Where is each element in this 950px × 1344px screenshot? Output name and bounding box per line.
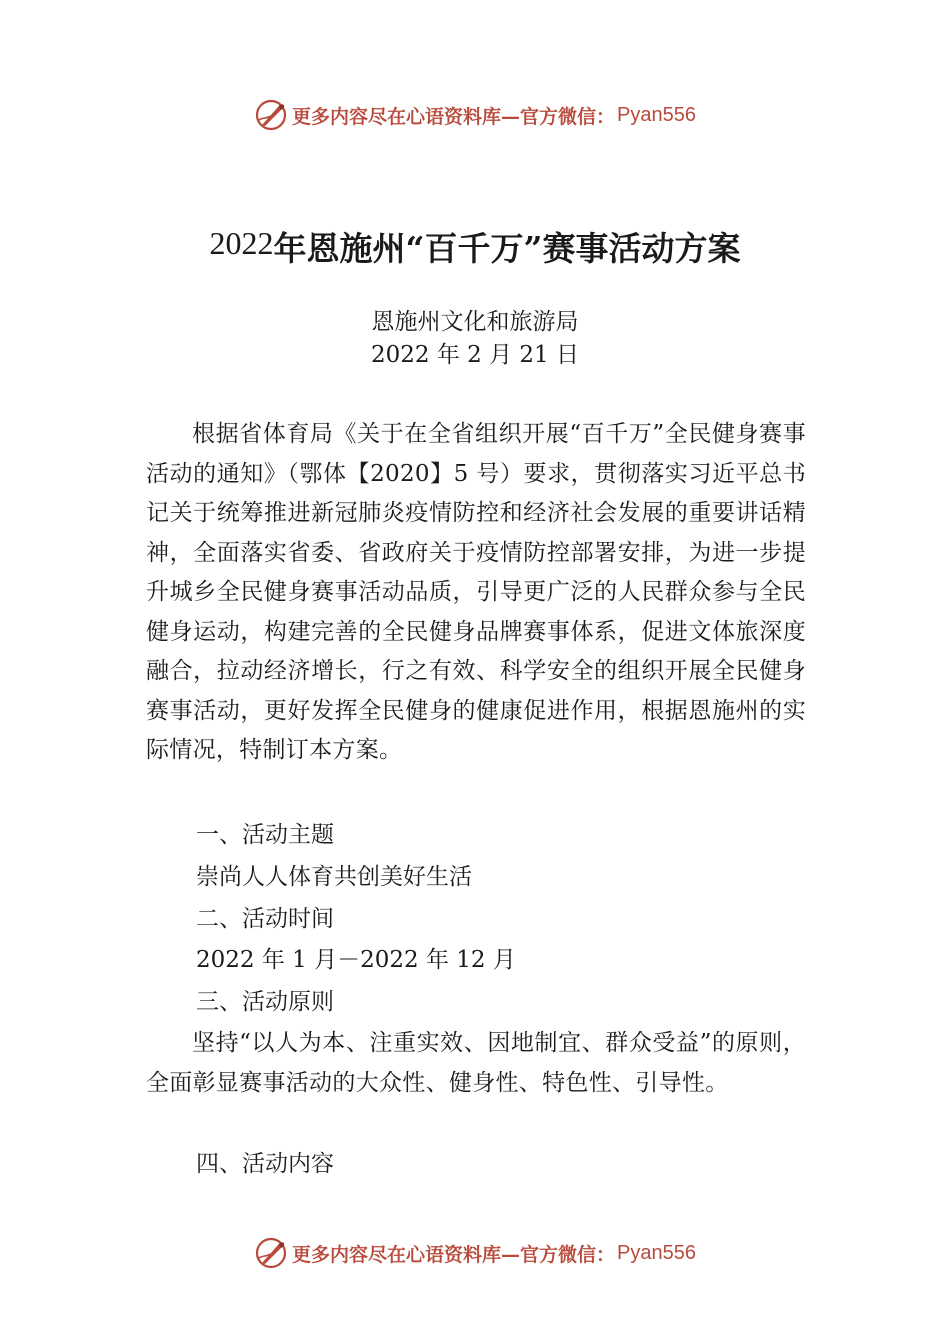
watermark-text: 更多内容尽在心语资料库—官方微信：	[292, 105, 616, 128]
section-text-theme: 崇尚人人体育共创美好生活	[196, 864, 472, 890]
quill-pen-icon	[254, 98, 288, 132]
watermark-wechat-id: Pyan556	[617, 103, 696, 126]
issuer: 恩施州文化和旅游局	[371, 309, 579, 335]
issue-date: 2022 年 2 月 21 日	[371, 342, 579, 368]
watermark-text: 更多内容尽在心语资料库—官方微信：	[292, 1243, 616, 1266]
footer-watermark	[0, 1233, 950, 1273]
quill-pen-icon	[254, 1236, 288, 1270]
header-watermark	[0, 95, 950, 135]
section-text-principle: 坚持“以人为本、注重实效、因地制宜、群众受益”的原则，全面彰显赛事活动的大众性、健身性、特色性、引导性。	[146, 1030, 806, 1096]
section-heading-content: 四、活动内容	[196, 1151, 334, 1177]
section-heading-principle: 三、活动原则	[196, 989, 334, 1015]
title-text: 年恩施州“百千万”赛事活动方案	[273, 229, 741, 268]
intro-paragraph: 根据省体育局《关于在全省组织开展“百千万”全民健身赛事活动的通知》（鄂体【2020】5 号）要求，贯彻落实习近平总书记关于统筹推进新冠肺炎疫情防控和经济社会发展的重要讲话精神，全面落实省委、省政府关于疫情防控部署安排，为进一步提升城乡全民健身赛事活动品质，引导更广泛的人民群众参与全民健身运动，构建完善的全民健身品牌赛事体系，促进文体旅深度融合，拉动经济增长，行之有效、科学安全的组织开展全民健身赛事活动，更好发挥全民健身的健康促进作用，根据恩施州的实际情况，特制订本方案。	[146, 421, 806, 763]
section-heading-theme: 一、活动主题	[196, 822, 334, 848]
watermark-wechat-id: Pyan556	[617, 1241, 696, 1264]
section-heading-time: 二、活动时间	[196, 906, 334, 932]
section-text-time: 2022 年 1 月－2022 年 12 月	[196, 947, 516, 973]
title-year: 2022	[209, 225, 274, 261]
document-title	[0, 225, 950, 268]
